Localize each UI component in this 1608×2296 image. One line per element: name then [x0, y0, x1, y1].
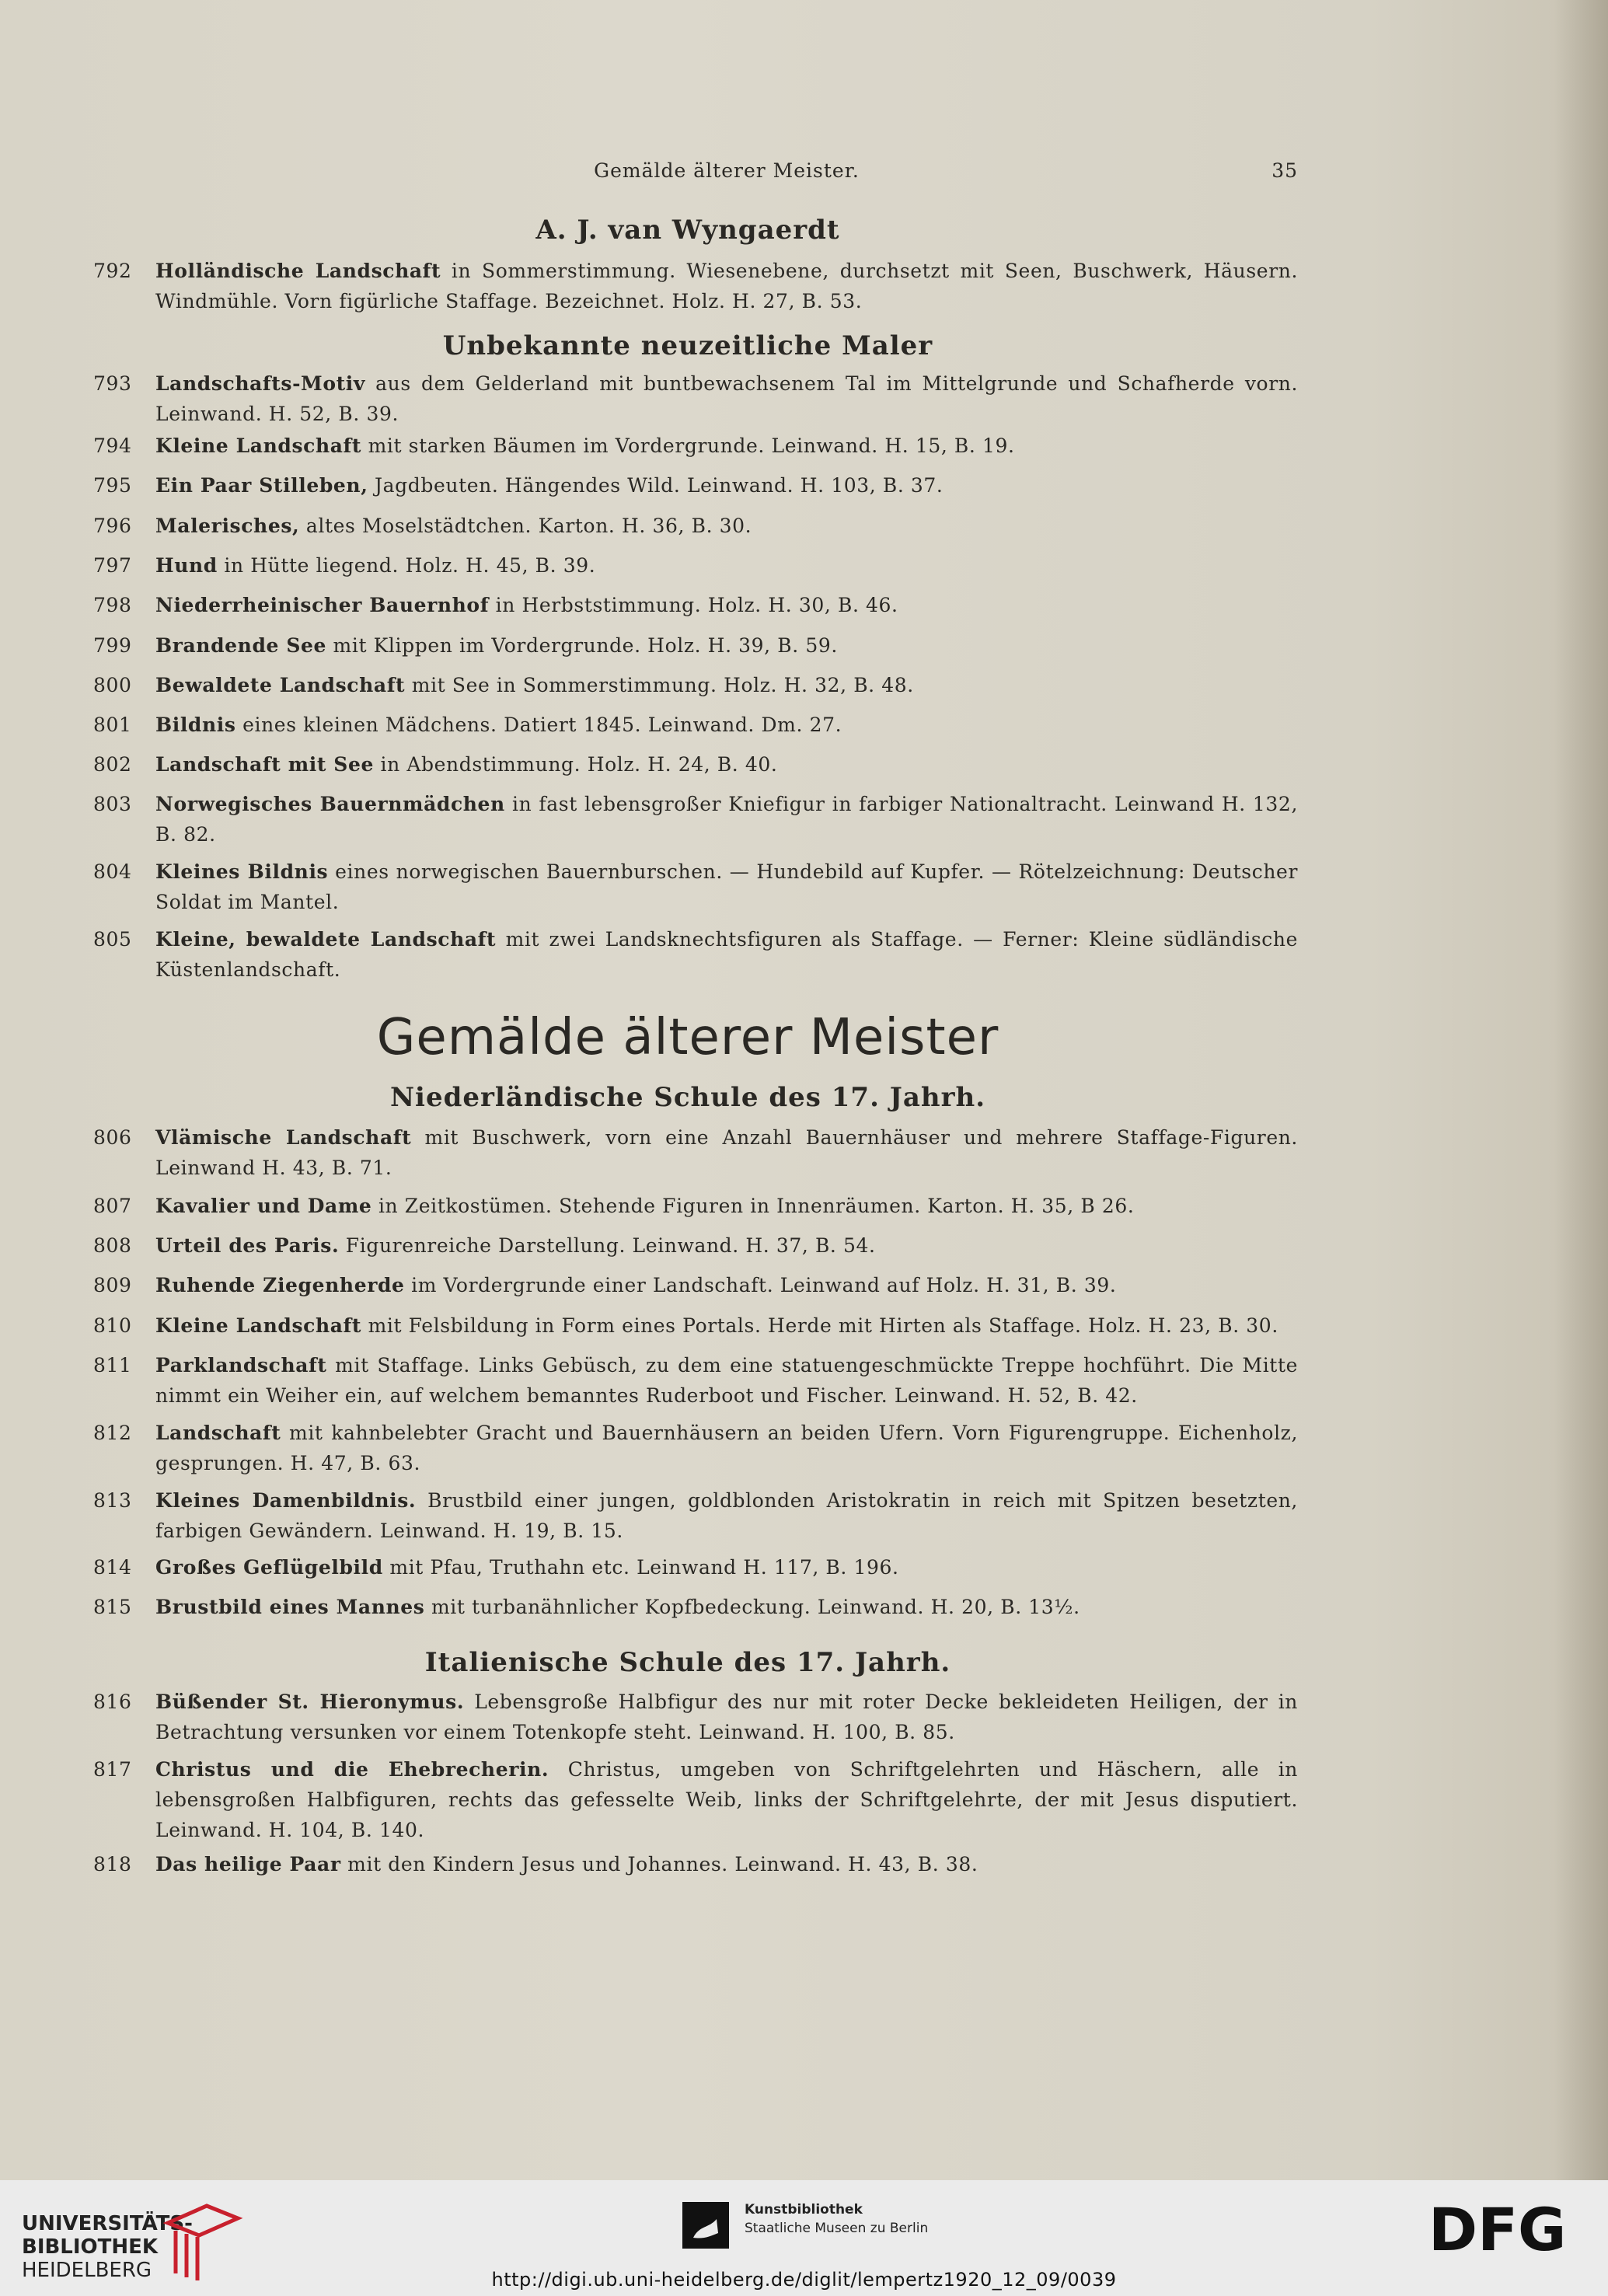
entry-title: Ein Paar Stilleben,	[155, 474, 368, 497]
uni-logo-line: UNIVERSITÄTS-	[22, 2212, 193, 2235]
entry-number: 814	[93, 1556, 132, 1579]
dfg-logo-text: DFG	[1428, 2202, 1567, 2256]
entry-number: 816	[93, 1691, 132, 1713]
entry-title: Landschaft mit See	[155, 753, 374, 776]
entry-number: 817	[93, 1758, 132, 1781]
uni-logo-line: BIBLIOTHEK	[22, 2235, 159, 2259]
entry-title: Brustbild eines Mannes	[155, 1596, 425, 1618]
entry-number: 797	[93, 554, 132, 577]
entry-title: Kleines Damenbildnis.	[155, 1489, 417, 1512]
section-heading-unbekannte: Unbekannte neuzeitliche Maler	[442, 330, 933, 361]
uni-logo-line: HEIDELBERG	[22, 2259, 152, 2282]
entry-description: Christus, umgeben von Schriftgelehrten und Häschern, alle in lebensgroßen Halbfiguren, rechts das gefesselte Weib, links der Schriftgelehrte, der mit Jesus disputiert. Leinwand. H. 104, B. 140.	[155, 1758, 1298, 1841]
entry-description: Jagdbeuten. Hängendes Wild. Leinwand. H. 103, B. 37.	[368, 474, 944, 497]
entry-description: eines norwegischen Bauernburschen. — Hundebild auf Kupfer. — Rötelzeichnung: Deutscher Soldat im Mantel.	[155, 860, 1298, 913]
entry-number: 815	[93, 1596, 132, 1618]
entry-title: Christus und die Ehebrecherin.	[155, 1758, 549, 1781]
entry-number: 807	[93, 1195, 132, 1217]
entry-number: 810	[93, 1314, 132, 1337]
kunstbibliothek-mark-icon	[682, 2202, 729, 2249]
entry-description: in Abendstimmung. Holz. H. 24, B. 40.	[373, 753, 778, 776]
entry-description: mit turbanähnlicher Kopfbedeckung. Leinwand. H. 20, B. 13½.	[424, 1596, 1080, 1618]
entry-description: mit Buschwerk, vorn eine Anzahl Bauernhäuser und mehrere Staffage-Figuren. Leinwand H. 43, B. 71.	[155, 1126, 1298, 1179]
main-heading-aeltere-meister: Gemälde älterer Meister	[376, 1009, 999, 1066]
entry-title: Brandende See	[155, 634, 326, 657]
entry-description: mit Klippen im Vordergrunde. Holz. H. 39, B. 59.	[326, 634, 838, 657]
entry-number: 818	[93, 1853, 132, 1876]
entry-description: mit Pfau, Truthahn etc. Leinwand H. 117, B. 196.	[382, 1556, 899, 1579]
page-edge-shadow	[1554, 0, 1608, 2180]
entry-number: 805	[93, 928, 132, 951]
entry-title: Großes Geflügelbild	[155, 1556, 383, 1579]
entry-title: Kavalier und Dame	[155, 1195, 372, 1217]
entry-title: Norwegisches Bauernmädchen	[155, 793, 505, 815]
entry-description: im Vordergrunde einer Landschaft. Leinwand auf Holz. H. 31, B. 39.	[404, 1274, 1117, 1296]
kunstbibliothek-logo[interactable]	[682, 2196, 947, 2250]
entry-number: 794	[93, 434, 132, 457]
viewer-footer	[0, 2180, 1608, 2296]
entry-number: 813	[93, 1489, 132, 1512]
entry-number: 806	[93, 1126, 132, 1149]
entry-title: Parklandschaft	[155, 1354, 327, 1377]
entry-number: 803	[93, 793, 132, 815]
entry-description: altes Moselstädtchen. Karton. H. 36, B. 30.	[299, 515, 752, 537]
entry-title: Landschaft	[155, 1422, 281, 1444]
entry-title: Das heilige Paar	[155, 1853, 341, 1876]
entry-number: 799	[93, 634, 132, 657]
entry-description: mit See in Sommerstimmung. Holz. H. 32, B. 48.	[405, 674, 914, 696]
entry-description: in Zeitkostümen. Stehende Figuren in Innenräumen. Karton. H. 35, B 26.	[371, 1195, 1135, 1217]
section-heading-italienische: Italienische Schule des 17. Jahrh.	[424, 1647, 951, 1678]
entry-title: Kleine Landschaft	[155, 1314, 362, 1337]
kb-logo-line: Kunstbibliothek	[745, 2202, 863, 2217]
entry-description: Figurenreiche Darstellung. Leinwand. H. 37, B. 54.	[339, 1234, 876, 1257]
entry-title: Büßender St. Hieronymus.	[155, 1691, 465, 1713]
entry-description: mit starken Bäumen im Vordergrunde. Leinwand. H. 15, B. 19.	[361, 434, 1015, 457]
entry-number: 795	[93, 474, 132, 497]
entry-title: Vlämische Landschaft	[155, 1126, 412, 1149]
entry-number: 792	[93, 260, 132, 282]
entry-description: mit Staffage. Links Gebüsch, zu dem eine statuengeschmückte Treppe hochführt. Die Mitte nimmt ein Weiher ein, auf welchem bemanntes Ruderboot und Fischer. Leinwand. H. 52, B. 42.	[155, 1354, 1298, 1407]
entry-description: in fast lebensgroßer Kniefigur in farbiger Nationaltracht. Leinwand H. 132, B. 82.	[155, 793, 1298, 846]
entry-title: Niederrheinischer Bauernhof	[155, 594, 490, 616]
entry-description: eines kleinen Mädchens. Datiert 1845. Leinwand. Dm. 27.	[235, 714, 842, 736]
entry-title: Kleine Landschaft	[155, 434, 362, 457]
entry-title: Bewaldete Landschaft	[155, 674, 406, 696]
entry-number: 811	[93, 1354, 132, 1377]
entry-number: 809	[93, 1274, 132, 1296]
entry-title: Ruhende Ziegenherde	[155, 1274, 405, 1296]
entry-description: Brustbild einer jungen, goldblonden Aristokratin in reich mit Spitzen besetzten, farbigen Gewändern. Leinwand. H. 19, B. 15.	[155, 1489, 1298, 1542]
section-heading-wyngaerdt: A. J. van Wyngaerdt	[535, 215, 840, 246]
entry-number: 793	[93, 372, 132, 395]
entry-number: 804	[93, 860, 132, 883]
entry-number: 808	[93, 1234, 132, 1257]
entry-description: mit zwei Landsknechtsfiguren als Staffage. — Ferner: Kleine südländische Küstenlandschaft.	[155, 928, 1298, 981]
section-heading-niederlaendische: Niederländische Schule des 17. Jahrh.	[389, 1082, 986, 1113]
entry-title: Hund	[155, 554, 218, 577]
entry-title: Kleines Bildnis	[155, 860, 329, 883]
entry-title: Bildnis	[155, 714, 236, 736]
entry-title: Landschafts-Motiv	[155, 372, 365, 395]
running-head	[155, 159, 1298, 190]
entry-number: 796	[93, 515, 132, 537]
entry-number: 812	[93, 1422, 132, 1444]
permalink-url[interactable]: http://digi.ub.uni-heidelberg.de/diglit/lempertz1920_12_09/0039	[491, 2269, 1117, 2291]
entry-description: mit Felsbildung in Form eines Portals. Herde mit Hirten als Staffage. Holz. H. 23, B. 30.	[361, 1314, 1278, 1337]
entry-description: in Herbststimmung. Holz. H. 30, B. 46.	[489, 594, 898, 616]
entry-title: Holländische Landschaft	[155, 260, 441, 282]
entry-description: in Sommerstimmung. Wiesenebene, durchsetzt mit Seen, Buschwerk, Häusern. Windmühle. Vorn figürliche Staffage. Bezeichnet. Holz. H. 27, B. 53.	[155, 260, 1298, 312]
entry-number: 802	[93, 753, 132, 776]
entry-description: mit den Kindern Jesus und Johannes. Leinwand. H. 43, B. 38.	[340, 1853, 978, 1876]
entry-title: Urteil des Paris.	[155, 1234, 340, 1257]
entry-description: Lebensgroße Halbfigur des nur mit roter Decke bekleideten Heiligen, der in Betrachtung versunken vor einem Totenkopfe steht. Leinwand. H. 100, B. 85.	[155, 1691, 1298, 1743]
entry-number: 798	[93, 594, 132, 616]
kb-logo-line: Staatliche Museen zu Berlin	[745, 2221, 929, 2236]
dfg-logo-icon[interactable]	[1428, 2202, 1584, 2256]
entry-title: Kleine, bewaldete Landschaft	[155, 928, 497, 951]
kunstbibliothek-text	[745, 2200, 928, 2238]
entry-description: aus dem Gelderland mit buntbewachsenem Tal im Mittelgrunde und Schafherde vorn. Leinwand. H. 52, B. 39.	[155, 372, 1298, 425]
entry-description: mit kahnbelebter Gracht und Bauernhäusern an beiden Ufern. Vorn Figurengruppe. Eichenholz, gesprungen. H. 47, B. 63.	[155, 1422, 1298, 1474]
page-number: 35	[1271, 159, 1298, 182]
running-head-title: Gemälde älterer Meister.	[594, 159, 860, 182]
entry-number: 801	[93, 714, 132, 736]
entry-title: Malerisches,	[155, 515, 300, 537]
entry-number: 800	[93, 674, 132, 696]
entry-description: in Hütte liegend. Holz. H. 45, B. 39.	[217, 554, 596, 577]
